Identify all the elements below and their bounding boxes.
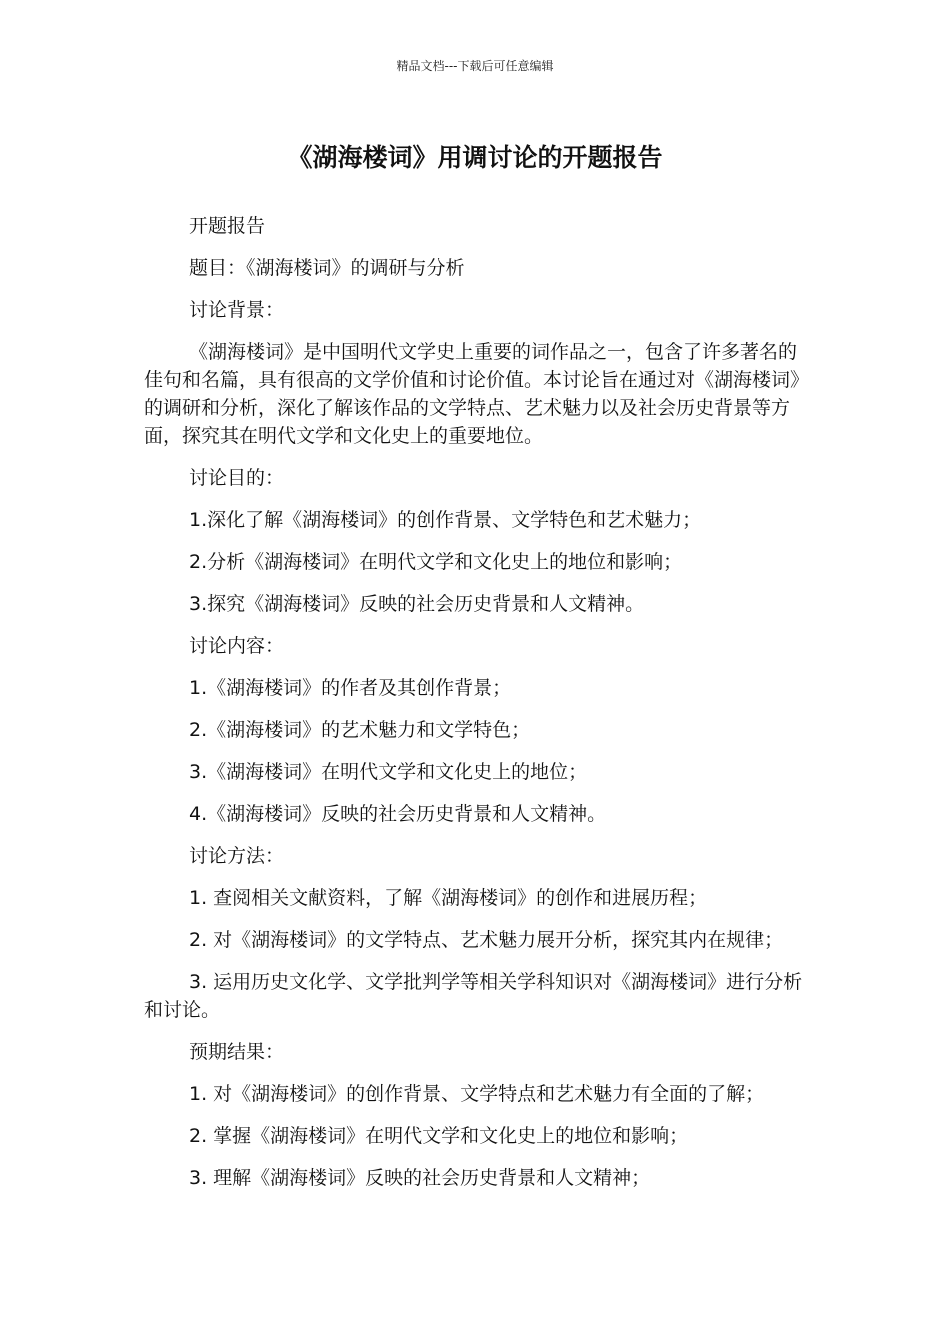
- background-paragraph: 《湖海楼词》是中国明代文学史上重要的词作品之一，包含了许多著名的佳句和名篇，具有很高的文学价值和讨论价值。本讨论旨在通过对《湖海楼词》的调研和分析，深化了解该作品的文学特点、艺术魅力以及社会历史背景等方面，探究其在明代文学和文化史上的重要地位。: [144, 341, 800, 447]
- content-item: 2.《湖海楼词》的艺术魅力和文学特色；: [189, 719, 531, 741]
- topic-line: 题目：《湖海楼词》的调研与分析: [189, 257, 465, 279]
- method-item: 1. 查阅相关文献资料，了解《湖海楼词》的创作和进展历程；: [189, 887, 708, 909]
- purpose-item: 1.深化了解《湖海楼词》的创作背景、文学特色和艺术魅力；: [189, 509, 702, 531]
- expected-item: 1. 对《湖海楼词》的创作背景、文学特点和艺术魅力有全面的了解；: [189, 1083, 765, 1105]
- method-item: 2. 对《湖海楼词》的文学特点、艺术魅力展开分析，探究其内在规律；: [189, 929, 784, 951]
- section-heading-background: 讨论背景：: [189, 299, 285, 321]
- expected-item: 2. 掌握《湖海楼词》在明代文学和文化史上的地位和影响；: [189, 1125, 689, 1147]
- header-note: 精品文档---下载后可任意编辑: [396, 59, 554, 73]
- purpose-item: 2.分析《湖海楼词》在明代文学和文化史上的地位和影响；: [189, 551, 683, 573]
- section-heading-expected: 预期结果：: [189, 1041, 285, 1063]
- purpose-item: 3.探究《湖海楼词》反映的社会历史背景和人文精神。: [189, 593, 645, 615]
- expected-item: 3. 理解《湖海楼词》反映的社会历史背景和人文精神；: [189, 1167, 651, 1189]
- document-title: 《湖海楼词》用调讨论的开题报告: [287, 143, 663, 172]
- content-item: 4.《湖海楼词》反映的社会历史背景和人文精神。: [189, 803, 607, 825]
- section-label-report: 开题报告: [189, 215, 266, 237]
- content-item: 1.《湖海楼词》的作者及其创作背景；: [189, 677, 512, 699]
- section-heading-method: 讨论方法：: [189, 845, 285, 867]
- document-body: [144, 212, 806, 1206]
- section-heading-purpose: 讨论目的：: [189, 467, 285, 489]
- content-item: 3.《湖海楼词》在明代文学和文化史上的地位；: [189, 761, 588, 783]
- method-item: 3. 运用历史文化学、文学批判学等相关学科知识对《湖海楼词》进行分析和讨论。: [144, 971, 803, 1021]
- section-heading-content: 讨论内容：: [189, 635, 285, 657]
